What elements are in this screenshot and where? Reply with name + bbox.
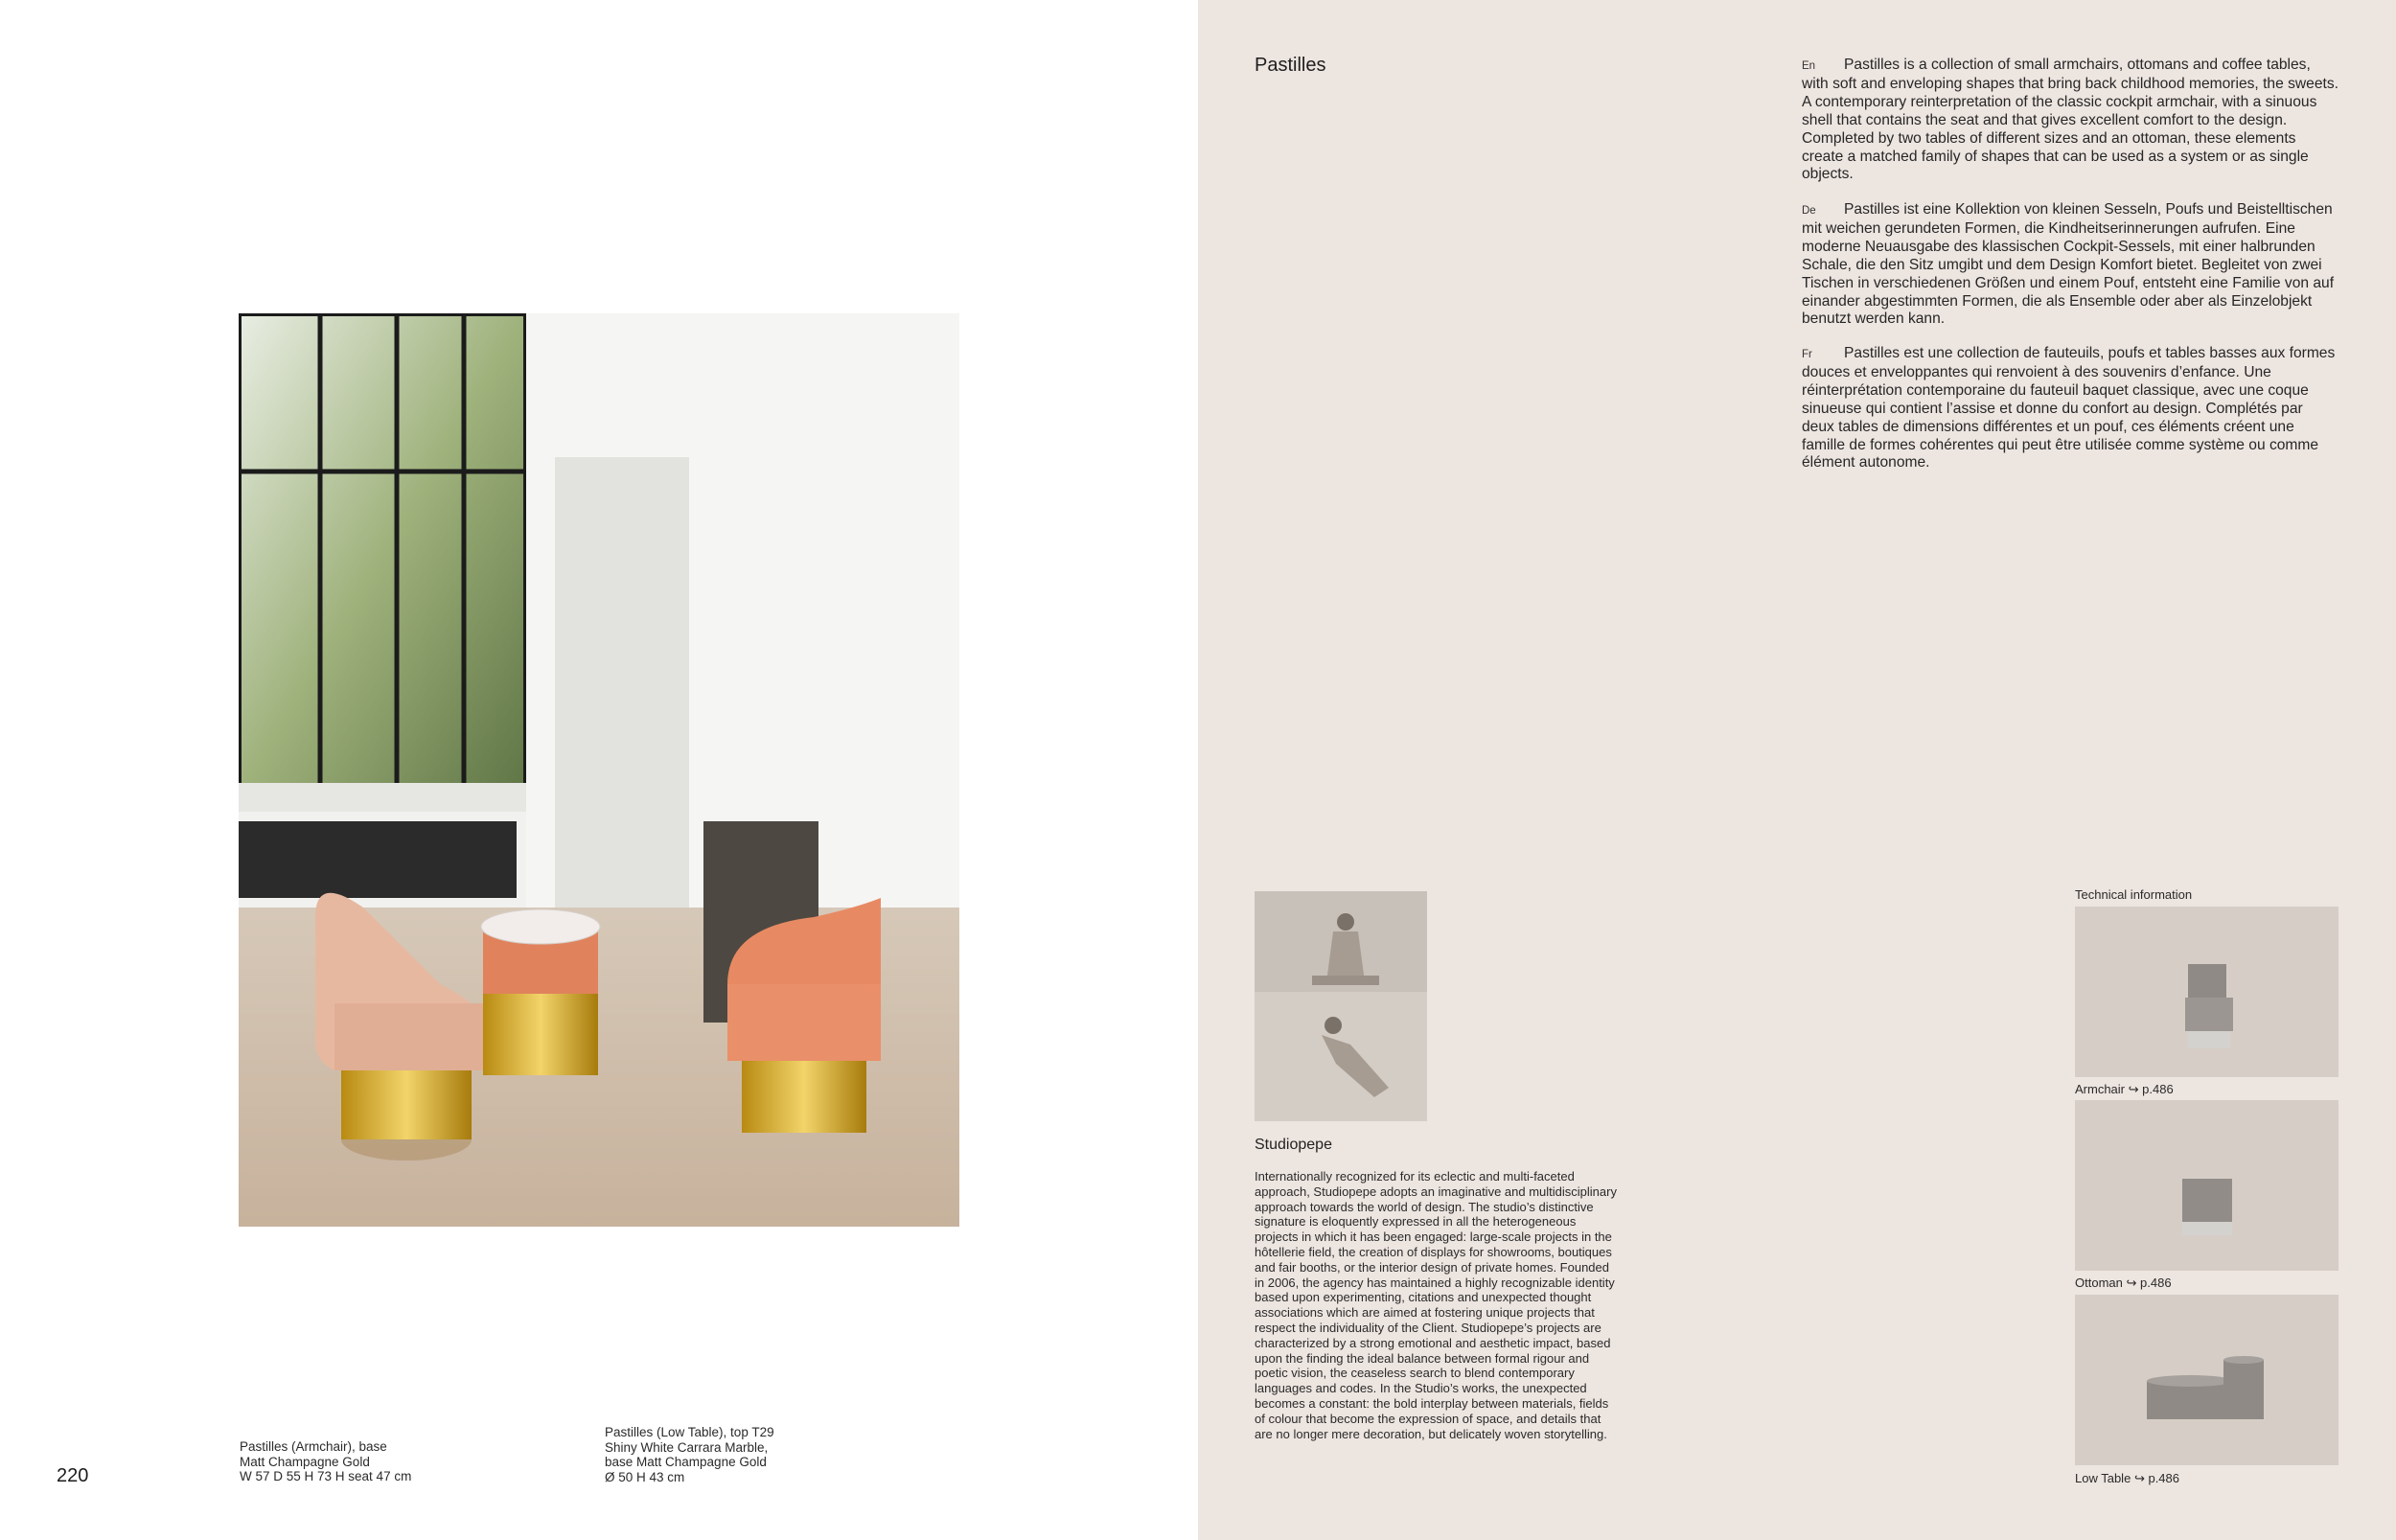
- description-en: [1802, 57, 2338, 184]
- description-fr: [1802, 345, 2338, 472]
- language-code: En: [1802, 60, 1816, 72]
- designer-name: Studiopepe: [1255, 1137, 1332, 1153]
- pastilles-room-photo: [239, 313, 959, 1227]
- ottoman-link[interactable]: [2075, 1276, 2172, 1291]
- low-table-label: Low Table: [2075, 1471, 2131, 1485]
- low-table-thumbnail[interactable]: [2075, 1295, 2338, 1465]
- language-code: De: [1802, 205, 1816, 217]
- description-text: Pastilles ist eine Kollektion von kleinen Sesseln, Poufs und Beistelltischen mit weichen gerundeten Formen, die Kindheitserinnerungen aufrufen. Eine moderne Neuausgabe des klassischen Cockpit-Sessels, mit einer halbrunden Schale, die den Sitz umgibt und dem Design Komfort bietet. Begleitet von zwei Tischen in verschiedenen Größen und einem Pouf, entsteht eine Familie von auf einander abgestimmten Formen, die als Ensemble oder aber als Einzelobjekt benutzt werden kann.: [1802, 201, 2335, 328]
- ottoman-thumbnail[interactable]: [2075, 1100, 2338, 1271]
- page-number: 220: [57, 1465, 89, 1486]
- language-code: Fr: [1802, 349, 1812, 360]
- designer-portrait-photo: [1255, 891, 1427, 1121]
- low-table-link[interactable]: [2075, 1471, 2179, 1486]
- description-text: Pastilles is a collection of small armchairs, ottomans and coffee tables, with soft and enveloping shapes that bring back childhood memories, the sweets. A contemporary reinterpretation of the classic cockpit armchair, with a sinuous shell that contains the seat and that gives excellent comfort to the design. Completed by two tables of different sizes and an ottoman, these elements create a matched family of shapes that can be used as a system or as single objects.: [1802, 57, 2338, 183]
- armchair-thumbnail[interactable]: [2075, 907, 2338, 1077]
- technical-information-label: Technical information: [2075, 887, 2193, 902]
- low-table-page-ref: p.486: [2148, 1471, 2180, 1485]
- description-de: [1802, 201, 2338, 329]
- armchair-caption: Pastilles (Armchair), base Matt Champagne Gold W 57 D 55 H 73 H seat 47 cm: [240, 1439, 412, 1484]
- armchair-label: Armchair: [2075, 1082, 2126, 1096]
- armchair-link[interactable]: [2075, 1082, 2174, 1097]
- arrow-right-icon: ↪: [2133, 1471, 2145, 1485]
- page-title: Pastilles: [1255, 55, 1326, 76]
- designer-bio: Internationally recognized for its eclectic and multi-faceted approach, Studiopepe adopts an imaginative and multidisciplinary approach towards the world of design. The studio’s distinctive signature is eloquently expressed in all the heterogeneous projects in which it has been engaged: large-scale projects in the hôtellerie field, the creation of displays for showrooms, boutiques and fair booths, or the interior design of private homes. Founded in 2006, the agency has maintained a highly recognizable identity based upon experimenting, citations and unexpected thought associations which are aimed at fostering unique projects that respect the individuality of the Client. Studiopepe’s projects are characterized by a strong emotional and aesthetic impact, based upon the finding the ideal balance between formal rigour and poetic vision, the ceaseless search to blend contemporary languages and codes. In the Studio’s works, the unexpected becomes a constant: the bold interplay between materials, fields of colour that become the expression of space, and details that are no longer mere decoration, but delicately woven storytelling.: [1255, 1169, 1617, 1441]
- description-text: Pastilles est une collection de fauteuils, poufs et tables basses aux formes douces et enveloppantes qui renvoient à des souvenirs d’enfance. Une réinterprétation contemporaine du fauteuil baquet classique, avec une coque sinueuse qui contient l’assise et donne du confort au design. Complétés par deux tables de dimensions différentes et un pouf, ces éléments créent une famille de formes cohérentes qui peut être utilisée comme système ou comme élément autonome.: [1802, 345, 2336, 471]
- arrow-right-icon: ↪: [2126, 1276, 2137, 1290]
- armchair-page-ref: p.486: [2142, 1082, 2174, 1096]
- ottoman-page-ref: p.486: [2140, 1276, 2172, 1290]
- ottoman-label: Ottoman: [2075, 1276, 2123, 1290]
- arrow-right-icon: ↪: [2128, 1082, 2139, 1096]
- low-table-caption: Pastilles (Low Table), top T29 Shiny White Carrara Marble, base Matt Champagne Gold Ø 50 H 43 cm: [605, 1425, 774, 1484]
